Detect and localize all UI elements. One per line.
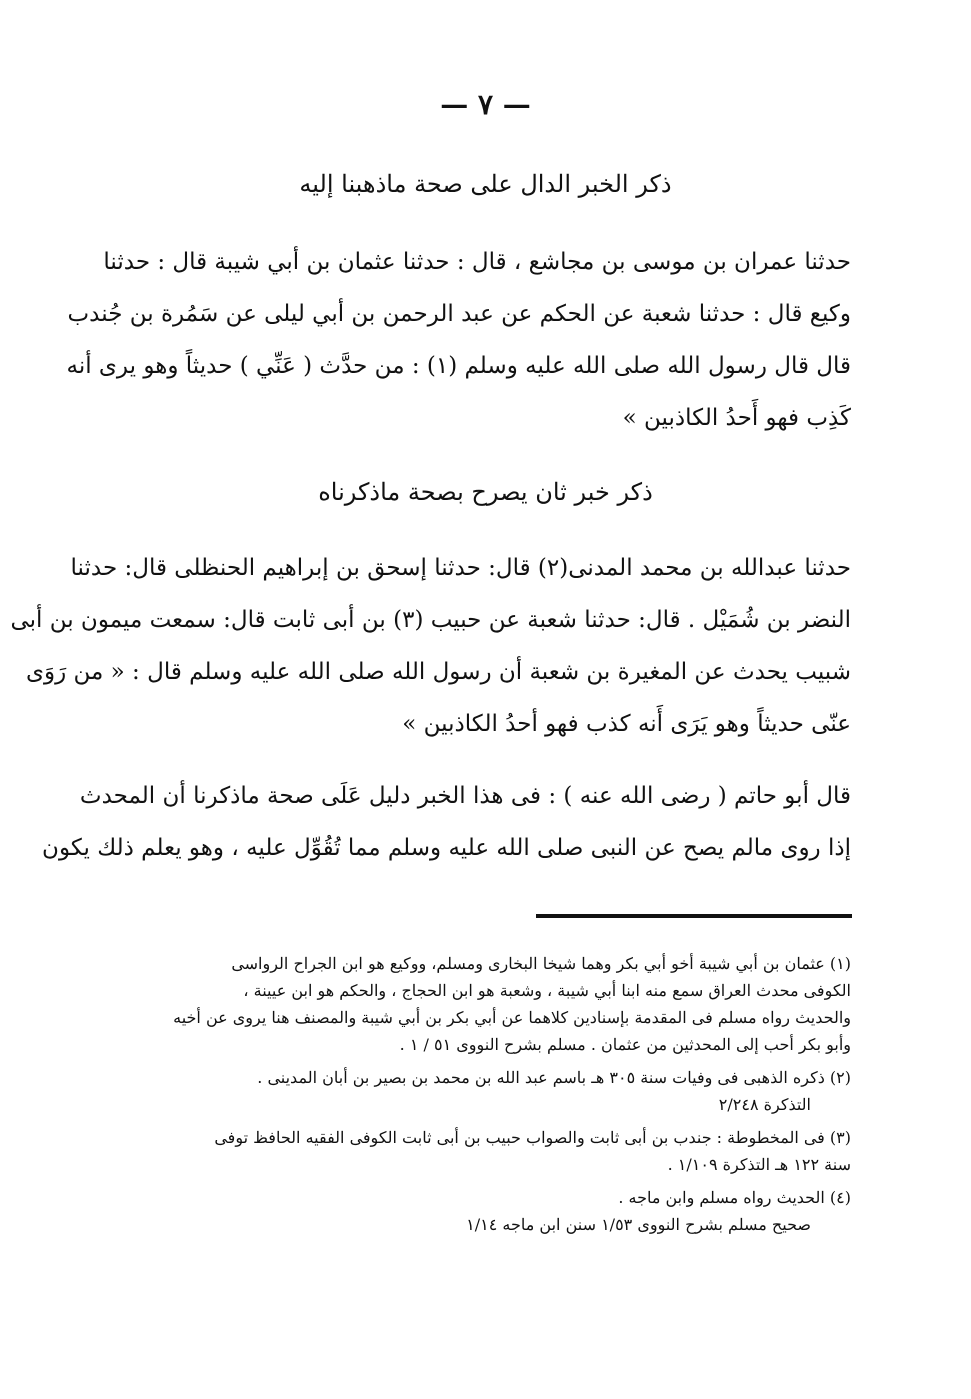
paragraph-line: شبيب يحدث عن المغيرة بن شعبة أن رسول الله صلى الله عليه وسلم قال : « من رَوَى bbox=[26, 659, 851, 685]
footnote-2 bbox=[120, 1064, 851, 1118]
footnote-line: (١) عثمان بن أبي شيبة أخو أبي بكر وهما شيخا البخارى ومسلم، ووكيع هو ابن الجراح الرواسى bbox=[231, 954, 851, 973]
paragraph-line: حدثنا عبدالله بن محمد المدنى(٢) قال: حدثنا إسحق بن إبراهيم الحنظلى قال: حدثنا bbox=[70, 555, 851, 581]
footnote-line: وأبو بكر أحب إلى المحدثين من عثمان . مسلم بشرح النووى ٥١ / ١ . bbox=[399, 1035, 851, 1054]
paragraph-line: عنّى حديثاً وهو يَرَى أَنه كذب فهو أحدُ الكاذبين » bbox=[402, 711, 851, 737]
paragraph-line: قال أبو حاتم ( رضى الله عنه ) : فى هذا الخبر دليل عَلَى صحة ماذكرنا أن المحدث bbox=[79, 783, 851, 809]
footnote-line: التذكرة ٢/٢٤٨ bbox=[718, 1095, 811, 1114]
paragraph-line: حدثنا عمران بن موسى بن مجاشع ، قال : حدثنا عثمان بن أبي شيبة قال : حدثنا bbox=[103, 249, 851, 275]
paragraph-1 bbox=[66, 236, 851, 444]
footnote-line: (٢) ذكره الذهبى فى وفيات سنة ٣٠٥ هـ باسم عبد الله بن محمد بن بصير بن أبان المدينى . bbox=[257, 1068, 851, 1087]
footnote-line: صحيح مسلم بشرح النووى ١/٥٣ سنن ابن ماجه ١/١٤ bbox=[466, 1215, 811, 1234]
paragraph-3 bbox=[42, 770, 851, 874]
paragraph-line: كَذِب فهو أَحدُ الكاذبين » bbox=[622, 405, 851, 431]
paragraph-2 bbox=[10, 542, 851, 750]
paragraph-line: وكيع قال : حدثنا شعبة عن الحكم عن عبد الرحمن بن أبي ليلى عن سَمُرة بن جُندب bbox=[67, 301, 851, 327]
footnote-line: (٣) فى المخطوطة : جندب بن أبى ثابت والصواب حبيب بن أبى ثابت الكوفى الفقيه الحافظ توفى bbox=[214, 1128, 851, 1147]
page-number: — ٧ — bbox=[440, 88, 531, 121]
footnote-line: سنة ١٢٢ هـ التذكرة ١/١٠٩ . bbox=[667, 1155, 851, 1174]
section-heading-2: ذكر خبر ثان يصرح بصحة ماذكرناه bbox=[318, 478, 653, 506]
footnote-3 bbox=[120, 1124, 851, 1178]
paragraph-line: إذا روى مالم يصح عن النبى صلى الله عليه وسلم مما تُقُوِّل عليه ، وهو يعلم ذلك يكون bbox=[42, 835, 851, 861]
paragraph-line: النضر بن شُمَيْل . قال: حدثنا شعبة عن حبيب (٣) بن أبى ثابت قال: سمعت ميمون بن أبى bbox=[10, 607, 851, 633]
footnotes bbox=[120, 950, 851, 1244]
section-heading-1: ذكر الخبر الدال على صحة ماذهبنا إليه bbox=[299, 170, 672, 198]
footnote-divider bbox=[536, 914, 852, 918]
footnote-line: (٤) الحديث رواه مسلم وابن ماجه . bbox=[618, 1188, 851, 1207]
footnote-1 bbox=[120, 950, 851, 1058]
footnote-line: والحديث رواه مسلم فى المقدمة بإسنادين كلاهما عن أبي بكر بن أبي شيبة والمصنف هنا يروى عن أخيه bbox=[173, 1008, 851, 1027]
footnote-line: الكوفى محدث العراق سمع منه ابنا أبي شيبة ، وشعبة هو ابن الحجاج ، والحكم هو ابن عيينة ، bbox=[243, 981, 851, 1000]
paragraph-line: قال قال رسول الله صلى الله عليه وسلم (١) : من حدَّث ( عَنِّي ) حديثاً وهو يرى أنه bbox=[66, 353, 851, 379]
footnote-4 bbox=[120, 1184, 851, 1238]
